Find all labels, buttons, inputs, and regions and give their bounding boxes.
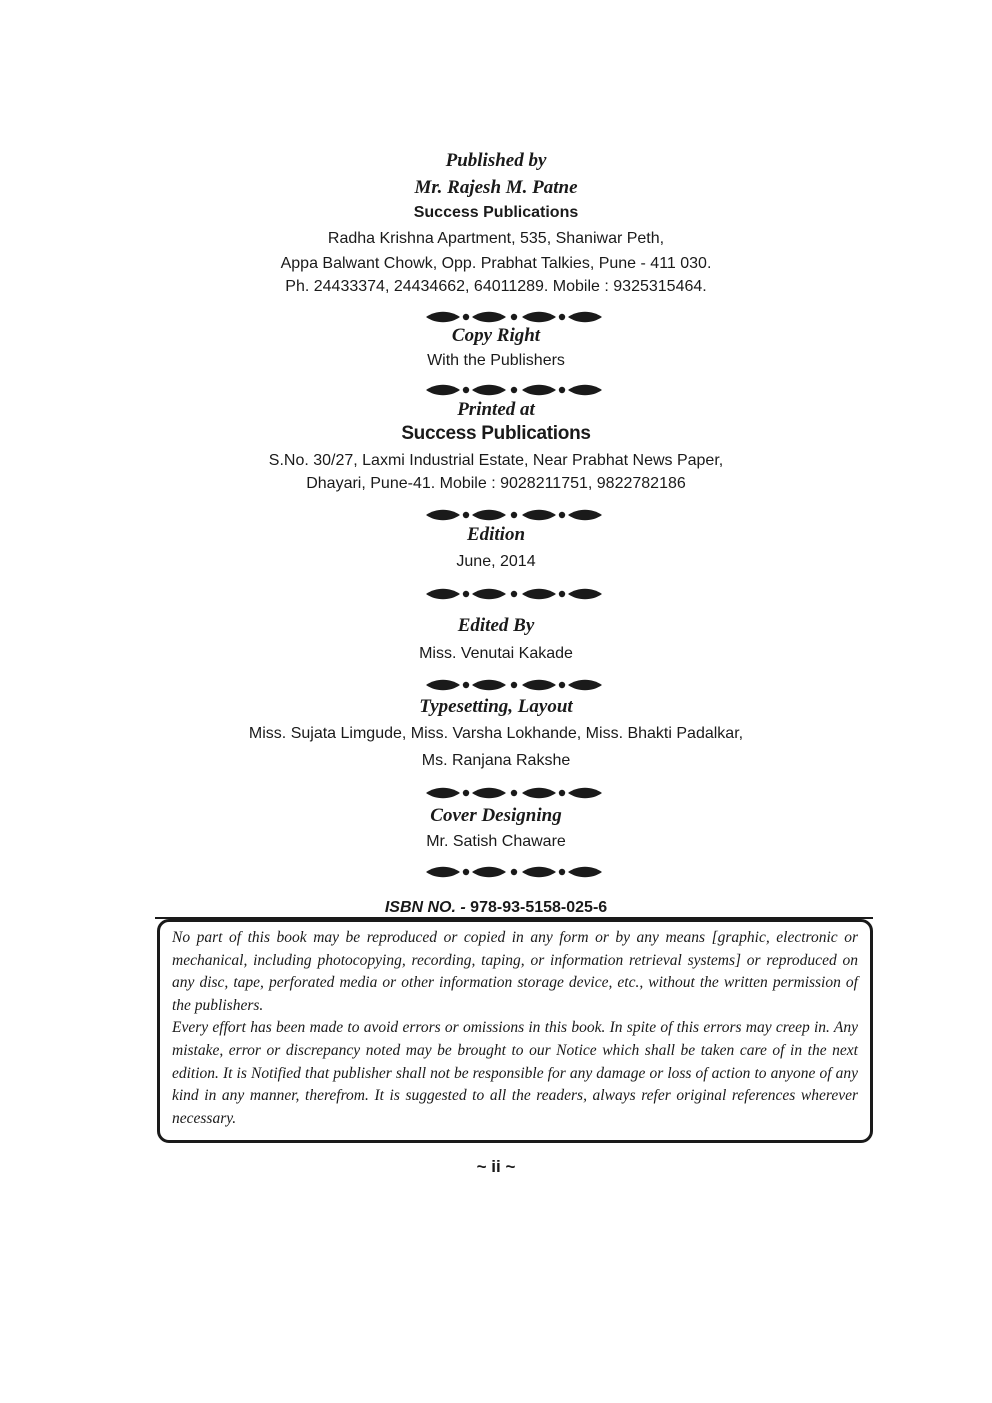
leaf-divider-icon — [424, 382, 604, 398]
notice-paragraph-reproduction: No part of this book may be reproduced or copied in any form or by any means [graphic, electronic or mechanical, including photocopying, recording, taping, or information retrieval systems] or reproduced on any disc, tape, perforated media or other information storage device, etc., without the written permission of the publishers. — [172, 929, 858, 1014]
leaf-divider-icon — [424, 677, 604, 693]
publisher-address-line1: Radha Krishna Apartment, 535, Shaniwar Peth, — [327, 230, 665, 247]
typesetters-line2: Ms. Ranjana Rakshe — [421, 752, 571, 769]
edition-date: June, 2014 — [456, 553, 536, 570]
printer-company: Success Publications — [401, 423, 591, 444]
leaf-divider-icon — [424, 309, 604, 325]
copyright-text: With the Publishers — [427, 352, 565, 369]
leaf-divider-icon — [424, 586, 604, 602]
typesetting-heading: Typesetting, Layout — [419, 696, 573, 717]
copyright-notice-box — [157, 919, 873, 1143]
edited-by-heading: Edited By — [457, 615, 535, 636]
notice-paragraph-errors: Every effort has been made to avoid errors or omissions in this book. In spite of this errors may creep in. Any mistake, error or discrepancy noted may be brought to our Notice which shall be taken care of in the next edition. It is Notified that publisher shall not be responsible for any damage or loss of action to anyone of any kind in any manner, therefrom. It is suggested to all the readers, always refer original references wherever necessary. — [172, 1019, 858, 1127]
publisher-company: Success Publications — [413, 204, 579, 221]
isbn-label: ISBN NO. - — [384, 899, 466, 916]
page-number: ~ ii ~ — [476, 1157, 516, 1176]
leaf-divider-icon — [424, 507, 604, 523]
leaf-divider-icon — [424, 864, 604, 880]
leaf-divider-icon — [424, 785, 604, 801]
publisher-name: Mr. Rajesh M. Patne — [414, 177, 578, 198]
printer-address-line2: Dhayari, Pune-41. Mobile : 9028211751, 9822782186 — [306, 475, 686, 492]
publisher-address-line2: Appa Balwant Chowk, Opp. Prabhat Talkies, Pune - 411 030. — [280, 255, 712, 272]
published-by-heading: Published by — [445, 150, 547, 171]
copyright-heading: Copy Right — [451, 325, 541, 346]
cover-designer-name: Mr. Satish Chaware — [426, 833, 566, 850]
printed-at-heading: Printed at — [457, 399, 535, 420]
printer-address-line1: S.No. 30/27, Laxmi Industrial Estate, Near Prabhat News Paper, — [268, 452, 724, 469]
isbn-number: 978-93-5158-025-6 — [470, 899, 608, 916]
isbn-line — [0, 899, 992, 917]
publisher-phone: Ph. 24433374, 24434662, 64011289. Mobile : 9325315464. — [285, 278, 707, 295]
editor-name: Miss. Venutai Kakade — [419, 645, 573, 662]
typesetters-line1: Miss. Sujata Limgude, Miss. Varsha Lokhande, Miss. Bhakti Padalkar, — [248, 725, 744, 742]
edition-heading: Edition — [466, 524, 526, 545]
cover-designing-heading: Cover Designing — [430, 805, 562, 826]
